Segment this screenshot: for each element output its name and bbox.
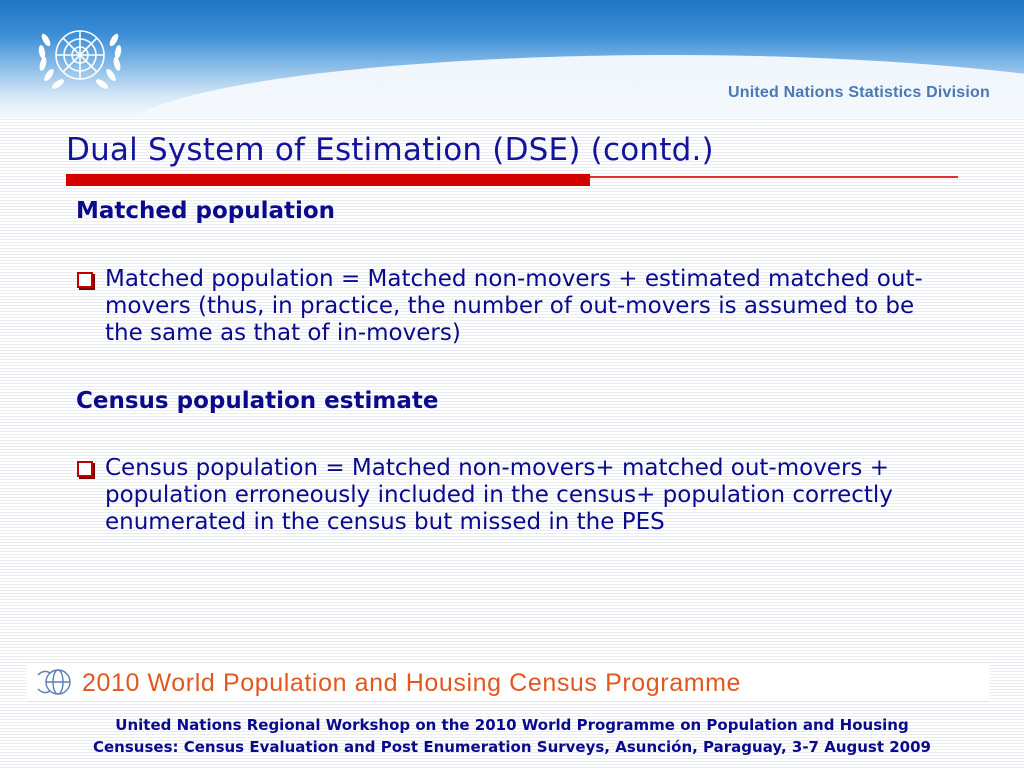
footer-caption-line-2: Censuses: Census Evaluation and Post Enumeration Surveys, Asunción, Paraguay, 3-7 August 2009 xyxy=(93,738,931,756)
programme-banner xyxy=(26,662,990,702)
checkbox-bullet-icon xyxy=(77,272,93,288)
slide-content xyxy=(76,196,956,536)
bullet-matched-population xyxy=(76,266,956,347)
bullet-text: Matched population = Matched non-movers + estimated matched out-movers (thus, in practice, the number of out-movers is assumed to be the same as that of in-movers) xyxy=(105,266,923,346)
section-heading-census-population-estimate: Census population estimate xyxy=(76,388,439,414)
checkbox-bullet-icon xyxy=(77,461,93,477)
division-label: United Nations Statistics Division xyxy=(728,84,990,101)
bullet-text: Census population = Matched non-movers+ matched out-movers + population erroneously included in the census+ population correctly enumerated in the census but missed in the PES xyxy=(105,455,893,535)
programme-banner-text: 2010 World Population and Housing Census Programme xyxy=(82,669,742,697)
title-underline-accent xyxy=(66,174,590,186)
globe-logo-icon xyxy=(34,667,78,697)
slide-title: Dual System of Estimation (DSE) (contd.) xyxy=(66,132,714,168)
un-emblem-icon xyxy=(30,12,130,102)
footer-caption-line-1: United Nations Regional Workshop on the 2010 World Programme on Population and Housing xyxy=(115,716,909,734)
header-banner xyxy=(0,0,1024,118)
section-heading-matched-population: Matched population xyxy=(76,198,336,224)
bullet-census-population xyxy=(76,455,956,536)
footer-caption xyxy=(0,714,1024,758)
